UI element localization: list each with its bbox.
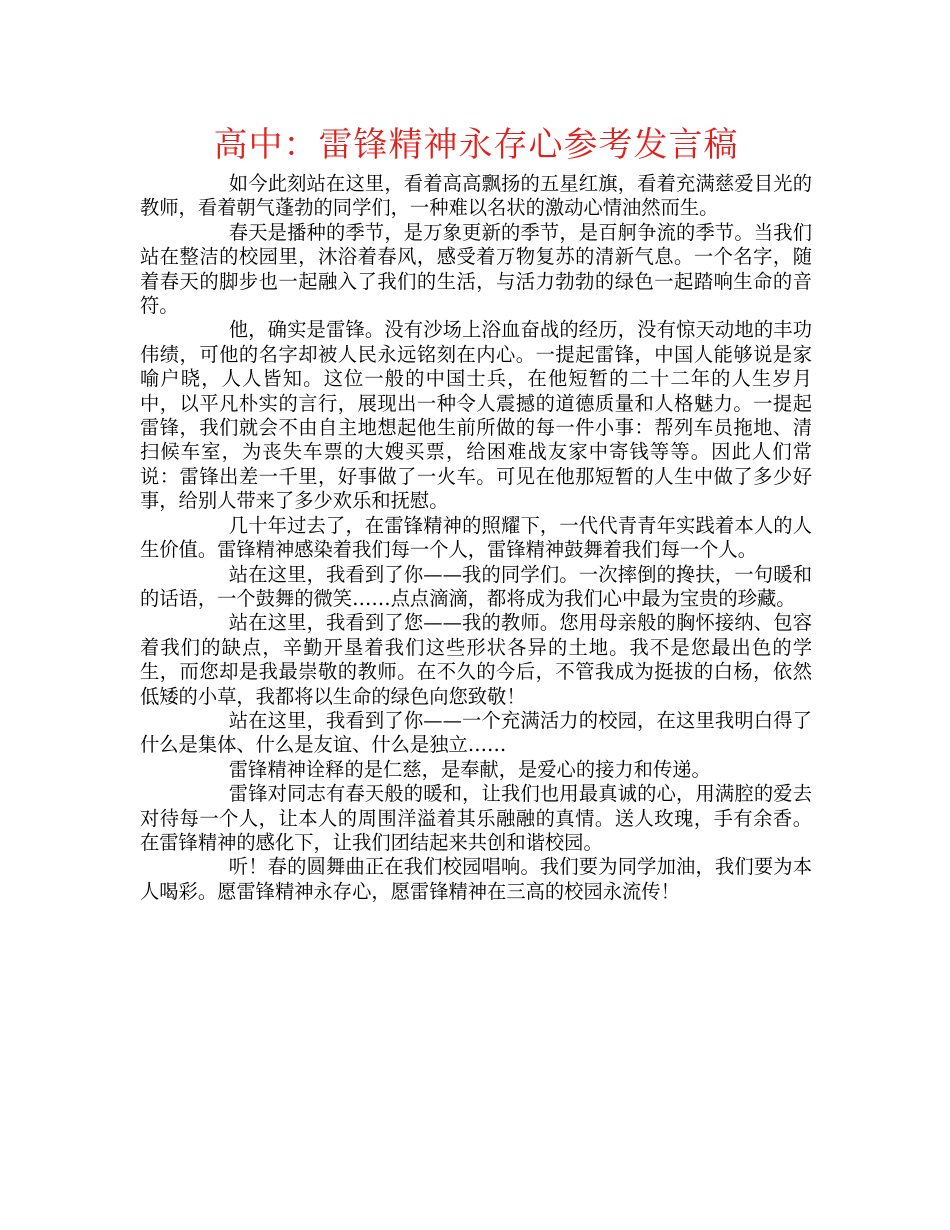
paragraph: 站在这里，我看到了您——我的教师。您用母亲般的胸怀接纳、包容着我们的缺点，辛勤开垦着我们这些形状各异的土地。我不是您最出色的学生，而您却是我最崇敬的教师。在不久的今后，不管我成为挺拔的白杨，依然低矮的小草，我都将以生命的绿色向您致敬！: [140, 611, 812, 708]
document-title: 高中：雷锋精神永存心参考发言稿: [213, 125, 739, 165]
paragraph: 雷锋对同志有春天般的暖和，让我们也用最真诚的心，用满腔的爱去对待每一个人，让本人的周围洋溢着其乐融融的真情。送人玫瑰，手有余香。在雷锋精神的感化下，让我们团结起来共创和谐校园。: [140, 782, 812, 854]
paragraph: 站在这里，我看到了你——一个充满活力的校园，在这里我明白得了什么是集体、什么是友谊、什么是独立……: [140, 708, 812, 757]
paragraph: 几十年过去了，在雷锋精神的照耀下，一代代青青年实践着本人的人生价值。雷锋精神感染着我们每一个人，雷锋精神鼓舞着我们每一个人。: [140, 513, 812, 562]
paragraph: 站在这里，我看到了你——我的同学们。一次摔倒的搀扶，一句暖和的话语，一个鼓舞的微笑……点点滴滴，都将成为我们心中最为宝贵的珍藏。: [140, 562, 812, 610]
document-page: [140, 118, 812, 904]
paragraph: 他，确实是雷锋。没有沙场上浴血奋战的经历，没有惊天动地的丰功伟绩，可他的名字却被人民永远铭刻在内心。一提起雷锋，中国人能够说是家喻户晓，人人皆知。这位一般的中国士兵，在他短暂的二十二年的人生岁月中，以平凡朴实的言行，展现出一种令人震撼的道德质量和人格魅力。一提起雷锋，我们就会不由自主地想起他生前所做的每一件小事：帮列车员拖地、清扫候车室，为丧失车票的大嫂买票，给困难战友家中寄钱等等。因此人们常说：雷锋出差一千里，好事做了一火车。可见在他那短暂的人生中做了多少好事，给别人带来了多少欢乐和抚慰。: [140, 318, 812, 513]
paragraph: 如今此刻站在这里，看着高高飘扬的五星红旗，看着充满慈爱目光的教师，看着朝气蓬勃的同学们，一种难以名状的激动心情油然而生。: [140, 172, 812, 220]
paragraph: 听！春的圆舞曲正在我们校园唱响。我们要为同学加油，我们要为本人喝彩。愿雷锋精神永存心，愿雷锋精神在三高的校园永流传！: [140, 855, 812, 903]
paragraph: 春天是播种的季节，是万象更新的季节，是百舸争流的季节。当我们站在整洁的校园里，沐浴着春风，感受着万物复苏的清新气息。一个名字，随着春天的脚步也一起融入了我们的生活，与活力勃勃的绿色一起踏响生命的音符。: [140, 220, 812, 318]
paragraph: 雷锋精神诠释的是仁慈，是奉献，是爱心的接力和传递。: [228, 757, 711, 781]
document-body: [140, 172, 812, 904]
